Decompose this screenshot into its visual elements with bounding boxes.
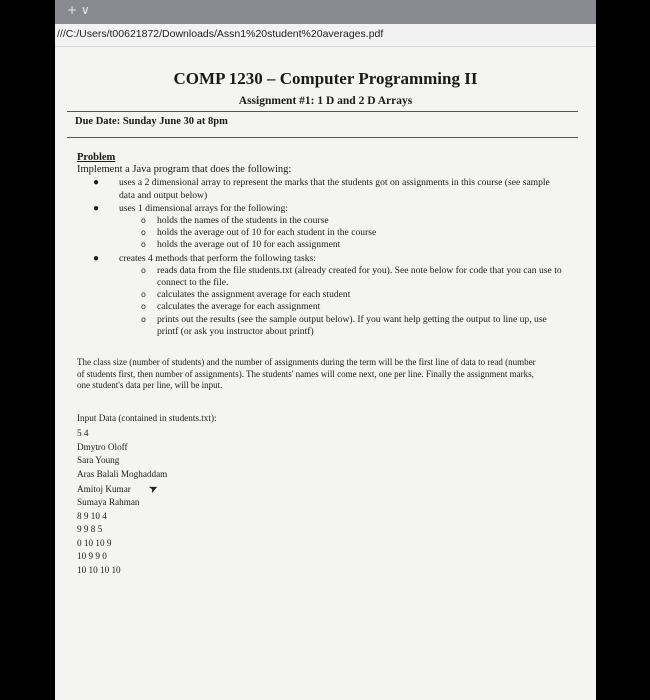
sublist-item: o prints out the results (see the sample output below). If you want help getting the output to line up, use printf (or ask you instructor about printf)	[141, 313, 547, 337]
input-line: 10 9 9 0	[77, 551, 107, 562]
mouse-cursor-icon: ➤	[146, 480, 161, 496]
input-line: 8 9 10 4	[77, 510, 107, 521]
document-body	[77, 152, 567, 578]
circle-bullet-icon: o	[141, 228, 146, 238]
address-bar[interactable]	[55, 24, 596, 47]
circle-bullet-icon: o	[141, 314, 146, 324]
sublist-item: o holds the names of the students in the course	[141, 215, 329, 227]
due-date: Due Date: Sunday June 30 at 8pm	[75, 116, 228, 127]
input-line: Dmytro Oloff	[77, 441, 128, 452]
pdf-page	[55, 47, 596, 700]
divider-bottom	[67, 137, 578, 138]
circle-bullet-icon: o	[141, 290, 146, 300]
browser-top-bar	[55, 0, 596, 24]
intro-text: Implement a Java program that does the following:	[77, 164, 292, 176]
methods-sublist	[119, 265, 567, 338]
document-title: COMP 1230 – Computer Programming II	[173, 69, 478, 88]
input-line: Sumaya Rahman	[77, 497, 140, 508]
sublist-item: o calculates the assignment average for each student	[141, 289, 351, 301]
circle-bullet-icon: o	[141, 265, 146, 275]
photographed-screen	[55, 0, 596, 700]
class-size-paragraph: The class size (number of students) and the number of assignments during the term will be the first line of data to read (number of students first, then number of assignments). The students' names will come next, one per line. Finally the assignment marks, one student's data per line, will be input.	[77, 357, 536, 391]
input-line: Sara Young	[77, 455, 120, 466]
divider-top	[67, 111, 578, 112]
address-text: ///C:/Users/t00621872/Downloads/Assn1%20student%20averages.pdf	[57, 28, 384, 40]
problem-heading: Problem	[77, 152, 116, 163]
circle-bullet-icon: o	[141, 240, 146, 250]
sublist-item: o reads data from the file students.txt (already created for you). See note below for code that you can use to connect to the file.	[141, 264, 562, 289]
sublist-item: o calculates the average for each assignment	[141, 301, 321, 313]
input-data-heading: Input Data (contained in students.txt):	[77, 412, 217, 423]
input-line: 9 9 8 5	[77, 524, 103, 535]
input-line: 10 10 10 10	[77, 565, 121, 576]
bullet-icon: ●	[93, 252, 100, 264]
list-item: ● uses a 2 dimensional array to represent the marks that the students got on assignments in this course (see sample data and output below)	[93, 177, 550, 201]
input-data-block	[77, 412, 567, 578]
bullet-icon: ●	[93, 177, 100, 189]
new-tab-icon[interactable]: + ∨	[67, 3, 90, 17]
circle-bullet-icon: o	[141, 216, 146, 226]
list-item: ● uses 1 dimensional arrays for the following: o holds the names of the students in the course o holds the average out of 10 for each student in the course o holds the average out of 10 for each assignment	[93, 203, 567, 252]
input-line: Amitoj Kumar ➤	[77, 480, 161, 496]
document-subtitle: Assignment #1: 1 D and 2 D Arrays	[238, 95, 413, 107]
bullet-icon: ●	[93, 202, 100, 214]
requirements-list	[77, 177, 567, 338]
sublist-item: o holds the average out of 10 for each student in the course	[141, 227, 377, 239]
circle-bullet-icon: o	[141, 302, 146, 312]
input-line: 5 4	[77, 428, 89, 439]
list-item: ● creates 4 methods that perform the following tasks: o reads data from the file students.txt (already created for you). See note below for code that you can use to connect to the file. o calculates the assignment average for each student o calculates the average for each assignment o prints out the results (see the sample output below). If you want help getting the output to line up, use printf (or ask you instructor about printf)	[93, 253, 567, 338]
input-line: 0 10 10 9	[77, 537, 112, 548]
input-line: Aras Balali Moghaddam	[77, 468, 168, 479]
sublist-item: o holds the average out of 10 for each assignment	[141, 239, 341, 251]
arrays-sublist	[119, 215, 567, 252]
